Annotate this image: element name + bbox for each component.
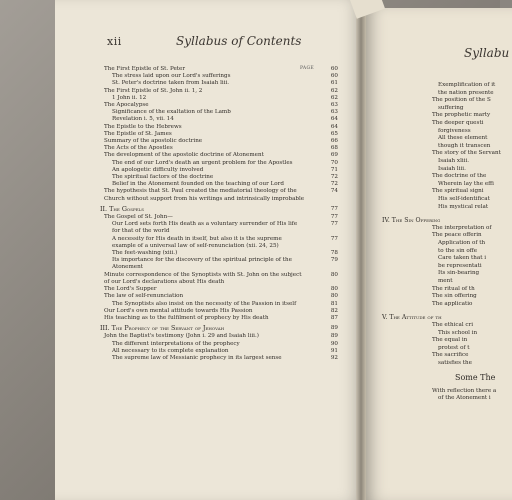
toc-entry-text: The development of the apostolic doctrine of Atonement	[104, 152, 264, 159]
toc-entry-page: 92	[330, 354, 338, 361]
right-entry: The equal in	[432, 337, 468, 344]
toc-entry-page: 77	[330, 221, 338, 228]
toc-entry	[100, 152, 338, 159]
toc-entry-page: 82	[330, 307, 338, 314]
right-entry: Isaiah xliii.	[438, 158, 470, 164]
toc-entry	[100, 257, 338, 271]
toc-entry-page: 72	[330, 181, 338, 188]
right-entry: Some The	[455, 372, 496, 382]
toc-entry-page: 60	[330, 66, 338, 72]
toc-entry-text: Summary of the apostolic doctrine	[104, 138, 203, 145]
right-entry: With reflection there a	[432, 387, 497, 394]
toc-entry-text: The Gospel of St. John—	[104, 214, 173, 221]
right-entry: The sacrifice	[432, 352, 469, 359]
right-entry: The ritual of th	[432, 285, 475, 292]
toc-entry-text: All necessary to its complete explanation	[112, 347, 229, 354]
right-entry: the nation presente	[438, 89, 494, 96]
toc-entry	[100, 221, 338, 235]
toc-entry-page: 89	[330, 325, 338, 332]
toc-entry	[100, 355, 338, 362]
toc-entry-page: 78	[330, 250, 338, 257]
toc-entry-text: Significance of the exaltation of the Lamb	[112, 109, 231, 116]
toc-entry-page: 87	[330, 314, 338, 321]
toc-entry-page: 72	[330, 174, 338, 181]
toc-entry	[100, 286, 338, 293]
toc-entry-page: 91	[330, 347, 338, 354]
toc-entry-page: 70	[330, 159, 338, 166]
toc-entry-page: 61	[330, 80, 338, 87]
right-running-title: Syllabu	[464, 46, 510, 60]
toc-entry-page: 77	[330, 205, 338, 212]
toc-entry-page: 90	[330, 340, 338, 347]
toc-entry-text: Its importance for the discovery of the spiritual principle of the Atonement	[112, 257, 292, 271]
toc-entry-page: 68	[330, 145, 338, 152]
right-entry: to the sin offe	[438, 247, 478, 254]
right-entry: The doctrine of the	[432, 173, 487, 180]
toc-entry-page: 65	[330, 130, 338, 137]
toc-entry	[100, 88, 338, 95]
toc-entry-text: St. Peter's doctrine taken from Isaiah liii.	[112, 80, 230, 87]
toc-entry-text: The end of our Lord's death an urgent problem for the Apostles	[112, 159, 293, 166]
toc-entry-page: 64	[330, 116, 338, 123]
right-entry: The position of the S	[432, 97, 491, 104]
toc-entry	[100, 95, 338, 102]
toc-entry	[100, 315, 338, 322]
toc-entry	[100, 131, 338, 138]
toc-entry	[100, 236, 338, 250]
book-gutter	[356, 0, 366, 500]
toc-entry-text: John the Baptist's testimony (John i. 29 and Isaiah liii.)	[104, 333, 259, 340]
toc-entry-text: Revelation i. 5, vii. 14	[112, 116, 174, 123]
right-entry: The ethical cri	[432, 322, 474, 328]
right-entry: be representati	[438, 262, 482, 269]
toc-entry-text: II. The Gospels	[100, 204, 144, 213]
toc-entry	[100, 214, 338, 221]
toc-entry-page: 77	[330, 214, 338, 221]
toc-entry	[100, 66, 338, 73]
toc-entry-text: The feet-washing (xiii.)	[112, 250, 178, 257]
toc-entry-page: 64	[330, 123, 338, 130]
toc-entry	[100, 301, 338, 308]
right-entry: ment	[438, 278, 453, 284]
toc-entry-text: A necessity for His death in itself, but also it is the supreme example of a universal law of self-renunciation (xii. 24, 25)	[112, 235, 282, 249]
toc-entry-text: Our Lord's own mental attitude towards His Passion	[104, 307, 253, 314]
right-entry: satisfies the	[438, 360, 472, 366]
toc-entry-text: The Lord's Supper	[104, 286, 157, 293]
toc-entry	[100, 160, 338, 167]
toc-entry-page: 63	[330, 102, 338, 109]
left-page-header	[107, 35, 347, 51]
toc-entry	[100, 250, 338, 257]
toc-entry	[100, 348, 338, 355]
toc-entry-text: The First Epistle of St. John ii. 1, 2	[104, 87, 203, 94]
right-entry: This school in	[438, 329, 478, 336]
page-number: xii	[107, 35, 122, 48]
running-title: Syllabus of Contents	[176, 34, 302, 48]
toc-entry-text: The Apocalypse	[104, 102, 149, 109]
toc-entry	[100, 272, 338, 286]
right-entry: The story of the Servant	[432, 150, 501, 157]
toc-entry	[100, 73, 338, 80]
right-entry: suffering	[438, 104, 464, 111]
toc-entry-text: The hypothesis that St. Paul created the mediatorial theology of the Church without support from his writings and intrinsically improbable	[104, 188, 305, 202]
right-entry: Exemplification of it	[438, 82, 496, 88]
right-entry: Wherein lay the effi	[438, 180, 494, 187]
toc-entry	[100, 333, 338, 340]
toc-entry-page: 69	[330, 152, 338, 159]
toc-entry	[100, 188, 338, 202]
toc-entry	[100, 308, 338, 315]
right-entry: Care taken that i	[438, 255, 487, 262]
toc-entry-text: The Epistle to the Hebrews	[104, 123, 182, 130]
page-column-label: PAGE	[300, 66, 314, 71]
right-entry: though it transcen	[438, 142, 491, 149]
toc-entry-text: The spiritual factors of the doctrine	[112, 174, 214, 181]
right-entry: forgiveness	[438, 127, 471, 134]
right-entry: The interpretation of	[432, 224, 492, 231]
toc-entry-page: 79	[330, 257, 338, 264]
toc-entry	[100, 109, 338, 116]
toc-entry-text: The stress laid upon our Lord's sufferings	[112, 73, 231, 80]
toc-entry-text: An apologetic difficulty involved	[112, 166, 204, 173]
toc-entry-page: 80	[330, 271, 338, 278]
toc-entry-page: 62	[330, 87, 338, 94]
right-entry: The sin offering	[432, 293, 477, 300]
toc-entry-page: 63	[330, 109, 338, 116]
toc-entry-page: 81	[330, 300, 338, 307]
right-entry: Isaiah liii.	[438, 165, 466, 172]
right-entry: All these element	[438, 135, 488, 142]
toc-entry-page: 66	[330, 138, 338, 145]
toc-entry	[100, 145, 338, 152]
toc-entry-page: 77	[330, 235, 338, 242]
toc-entry-text: Minute correspondence of the Synoptists with St. John on the subject of our Lord's declarations about His death	[104, 271, 302, 285]
toc-entry-text: III. The Prophecy of the Servant of Jehovah	[100, 324, 225, 333]
toc-entry-text: The law of self-renunciation	[104, 293, 184, 300]
toc-entry	[100, 124, 338, 131]
toc-entry-text: The Synoptists also insist on the necessity of the Passion in itself	[112, 300, 297, 307]
toc-entry	[100, 80, 338, 87]
toc-entry-text: The First Epistle of St. Peter	[104, 66, 186, 72]
toc-entry-page: 80	[330, 286, 338, 293]
toc-entry-text: Our Lord sets forth His death as a voluntary surrender of His life for that of the world	[112, 221, 298, 235]
contents-list	[100, 66, 338, 362]
right-entry: His mystical relat	[438, 203, 489, 210]
right-entry: of the Atonement i	[438, 395, 491, 402]
right-entry: His self-identificat	[438, 196, 490, 202]
toc-entry	[100, 116, 338, 123]
toc-entry-text: The Epistle of St. James	[104, 130, 172, 137]
toc-entry-page: 80	[330, 293, 338, 300]
toc-entry	[100, 138, 338, 145]
toc-entry	[100, 181, 338, 188]
toc-entry	[100, 174, 338, 181]
right-entry: The spiritual signi	[432, 188, 484, 195]
toc-entry-page: 60	[330, 73, 338, 80]
toc-entry	[100, 167, 338, 174]
right-entry: The peace offerin	[432, 232, 482, 239]
toc-entry-text: The Acts of the Apostles	[104, 145, 173, 152]
right-entry: The prophetic marty	[432, 112, 491, 119]
toc-entry-text: Belief in the Atonement founded on the teaching of our Lord	[112, 181, 284, 188]
toc-entry	[100, 102, 338, 109]
toc-entry-page: 62	[330, 94, 338, 101]
toc-entry	[100, 341, 338, 348]
toc-entry-text: His teaching as to the fulfilment of prophecy by His death	[104, 314, 269, 321]
right-section-heading: V. The Attitude of th	[382, 314, 442, 322]
toc-entry-page: 89	[330, 333, 338, 340]
right-entry: The applicatio	[432, 300, 473, 307]
toc-entry-text: The supreme law of Messianic prophecy in its largest sense	[112, 354, 282, 361]
right-entry: Application of th	[438, 240, 486, 246]
toc-entry-page: 71	[330, 166, 338, 173]
right-entry: protest of t	[438, 344, 470, 351]
toc-entry-page: 74	[330, 188, 338, 195]
toc-entry-text: The different interpretations of the prophecy	[112, 340, 240, 347]
right-section-heading: IV. The Sin Offering	[382, 217, 441, 225]
toc-entry-text: 1 John ii. 12	[112, 94, 147, 101]
toc-entry	[100, 293, 338, 300]
right-entry: The deeper questi	[432, 120, 484, 126]
toc-section-heading	[100, 206, 338, 214]
right-entry: Its sin-bearing	[438, 270, 480, 277]
